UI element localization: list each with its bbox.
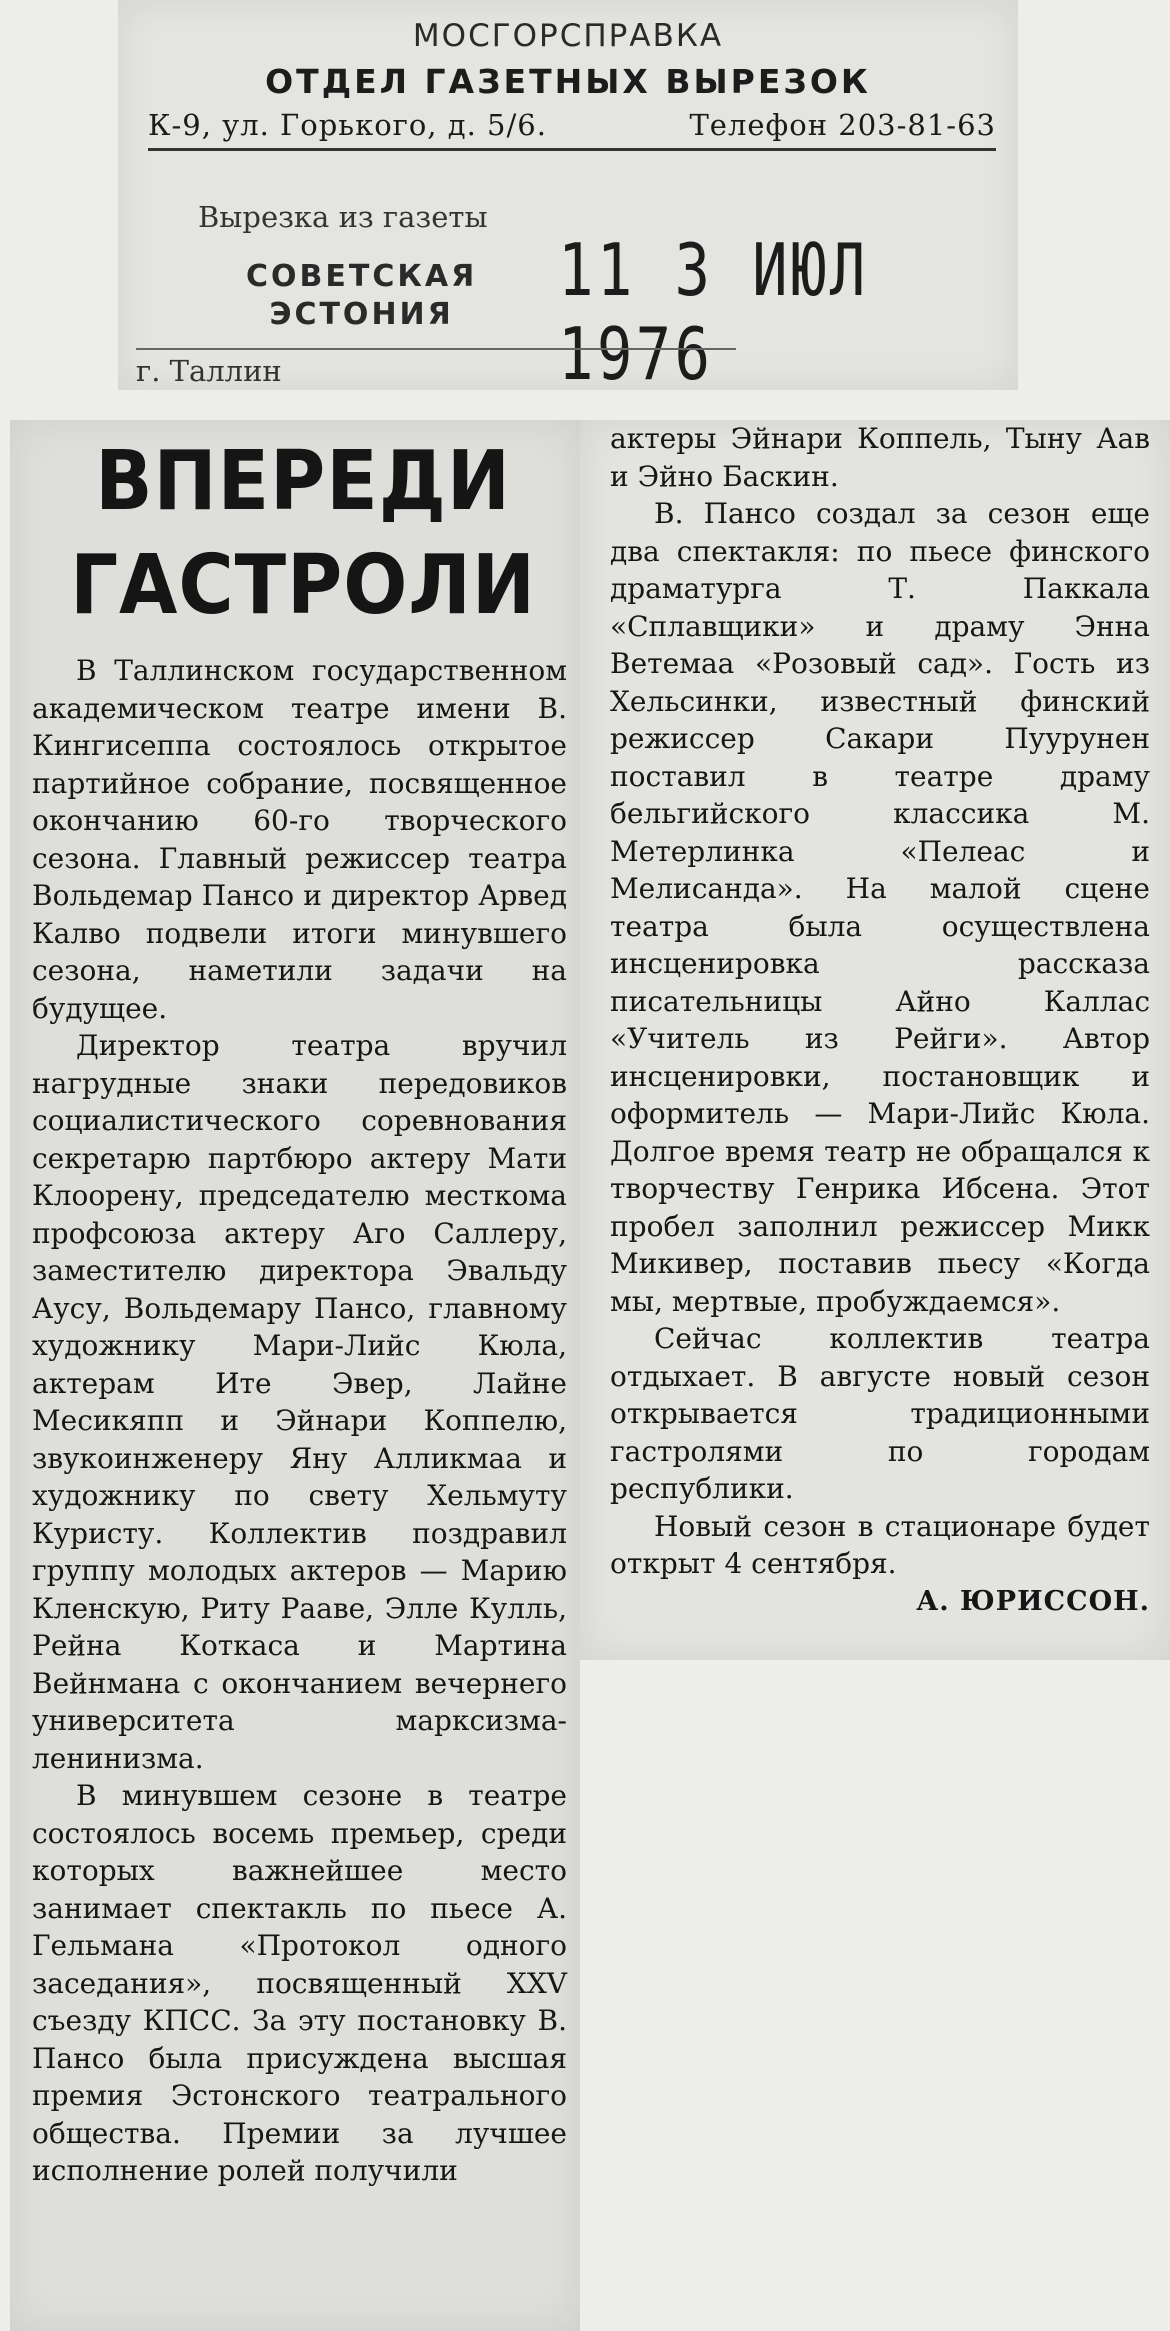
stamp-department: ОТДЕЛ ГАЗЕТНЫХ ВЫРЕЗОК [265,62,871,101]
clipping-stamp [118,0,1018,396]
headline-line2: ГАСТРОЛИ [70,538,536,633]
stamp-newspaper-line1: СОВЕТСКАЯ [246,259,478,294]
stamp-newspaper-name [246,258,477,334]
stamp-clip-label: Вырезка из газеты [198,200,488,234]
article-text-right [610,420,1150,1620]
paragraph-continuation: актеры Эйнари Коппель, Тыну Аав и Эйно Баскин. [610,422,1150,493]
stamp-newspaper-line2: ЭСТОНИЯ [269,297,454,332]
article-byline: А. ЮРИССОН. [916,1585,1150,1617]
paragraph: В. Пансо создал за сезон еще два спектакля: по пьесе финского драматурга Т. Паккала «Сплавщики» и драму Энна Ветемаа «Розовый сад». Гость из Хельсинки, известный финский режиссер Сакари Пуурунен поставил в театре драму бельгийского классика М. Метерлинка «Пелеас и Мелисанда». На малой сцене театра была осуществлена инсценировка рассказа писательницы Айно Каллас «Учитель из Рейги». Автор инсценировки, постановщик и оформитель — Мари-Лийс Кюла. Долгое время театр не обращался к творчеству Генрика Ибсена. Этот пробел заполнил режиссер Микк Микивер, поставив пьесу «Когда мы, мертвые, пробуждаемся». [610,497,1150,1318]
article-headline [59,430,547,638]
stamp-date: 11 3 ИЮЛ 1976 [558,228,869,396]
paragraph: Директор театра вручил нагрудные знаки передовиков социалистического соревнования секретарю партбюро актеру Мати Клоорену, председателю месткома профсоюза актеру Аго Саллеру, заместителю директора Эвальду Аусу, Вольдемару Пансо, главному художнику Мари-Лийс Кюла, актерам Ите Эвер, Лайне Месикяпп и Эйнари Коппелю, звукоинженеру Яну Алликмаа и художнику по свету Хельмуту Куристу. Коллектив поздравил группу молодых актеров — Марию Кленскую, Риту Рааве, Элле Кулль, Рейна Коткаса и Мартина Вейнмана с окончанием вечернего университета марксизма-ленинизма. [32,1029,567,1775]
stamp-phone: Телефон 203-81-63 [689,108,996,142]
stamp-address-line [148,108,996,151]
paragraph: Сейчас коллектив театра отдыхает. В августе новый сезон открывается традиционными гастролями по городам республики. [610,1322,1150,1505]
article-text-left [32,652,567,2190]
article-left-column [10,420,580,2331]
stamp-agency: МОСГОРСПРАВКА [412,18,724,54]
paragraph: В Таллинском государственном академическом театре имени В. Кингисеппа состоялось открытое партийное собрание, посвященное окончанию 60-го творческого сезона. Главный режиссер театра Вольдемар Пансо и директор Арвед Калво подвели итоги минувшего сезона, наметили задачи на будущее. [32,654,567,1025]
paragraph: Новый сезон в стационаре будет открыт 4 сентября. [610,1509,1150,1580]
article-right-column [580,420,1170,1660]
paragraph: В минувшем сезоне в театре состоялось восемь премьер, среди которых важнейшее место занимает спектакль по пьесе А. Гельмана «Протокол одного заседания», посвященный XXV съезду КПСС. За эту постановку В. Пансо была присуждена высшая премия Эстонского театрального общества. Премии за лучшее исполнение ролей получили [32,1779,567,2187]
stamp-city: г. Таллин [136,348,736,388]
headline-line1: ВПЕРЕДИ [95,434,511,529]
stamp-address: К-9, ул. Горького, д. 5/6. [148,108,547,142]
